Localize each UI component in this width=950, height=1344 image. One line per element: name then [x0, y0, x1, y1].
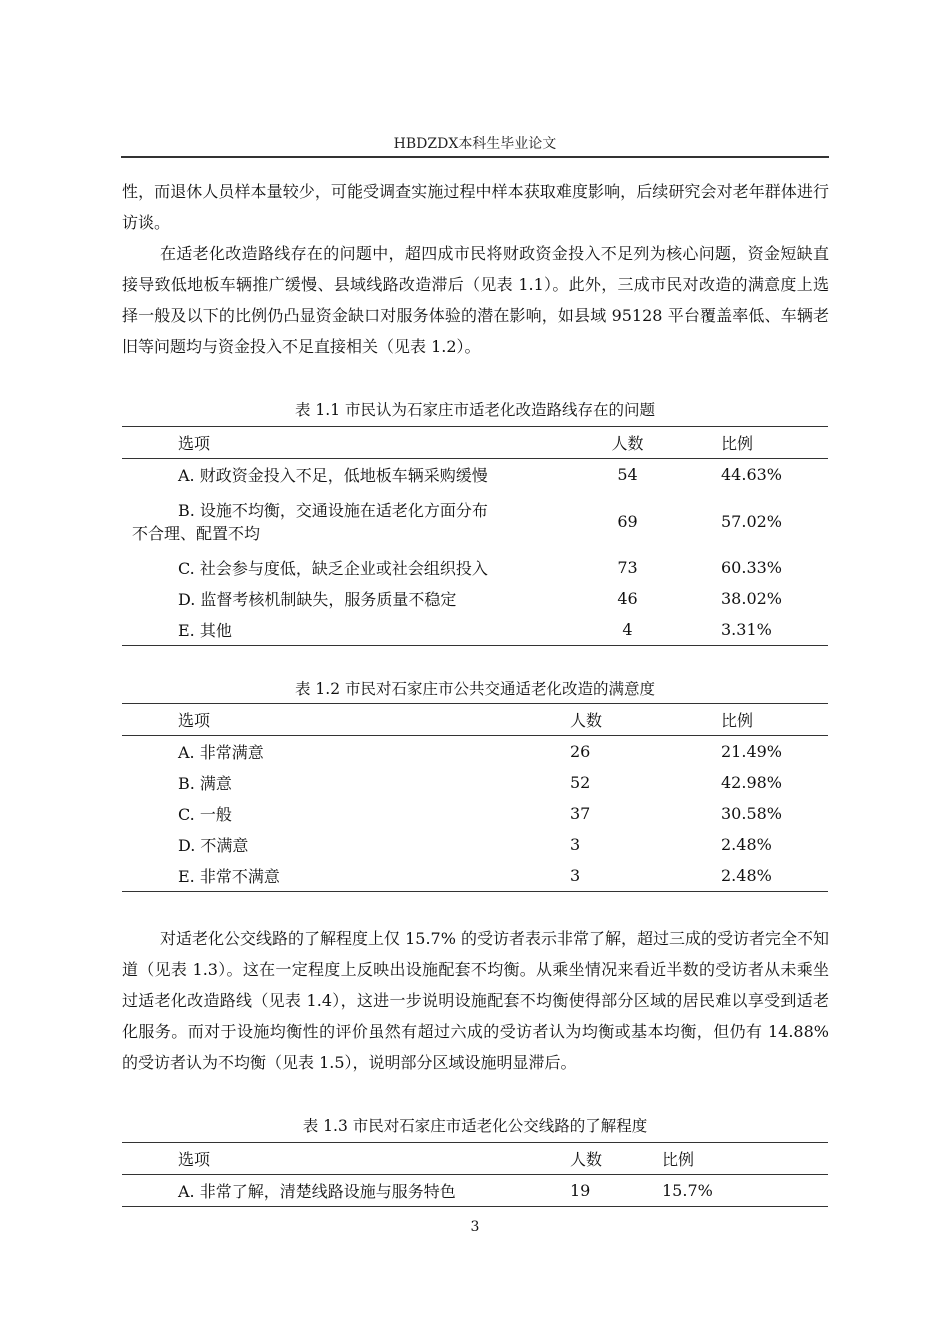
row-ratio: 21.49% [721, 742, 783, 761]
row-ratio: 30.58% [721, 804, 783, 823]
row-ratio: 60.33% [721, 558, 783, 577]
table-1-2 [122, 703, 828, 892]
table-row [122, 767, 828, 798]
table-row [122, 459, 828, 491]
table-1-3-header-row [122, 1143, 828, 1175]
header-count: 人数 [562, 704, 693, 736]
row-count: 46 [617, 589, 638, 608]
table-row [122, 583, 828, 614]
table-1-3 [122, 1142, 828, 1207]
row-ratio: 38.02% [721, 589, 783, 608]
row-count: 19 [562, 1175, 662, 1207]
header-rule [121, 156, 829, 158]
page-number: 3 [470, 1219, 480, 1235]
table-row [122, 1175, 828, 1207]
table-row [122, 860, 828, 892]
row-count: 54 [617, 465, 638, 484]
row-option: E. 非常不满意 [122, 860, 562, 892]
header-count: 人数 [562, 427, 693, 459]
row-option: A. 非常满意 [178, 743, 264, 762]
table-row [122, 552, 828, 583]
row-ratio: 57.02% [721, 511, 783, 531]
row-option: C. 一般 [178, 805, 232, 824]
row-option: C. 社会参与度低，缺乏企业或社会组织投入 [178, 559, 488, 578]
running-header: HBDZDX本科生毕业论文 [393, 136, 557, 152]
header-ratio: 比例 [693, 704, 828, 736]
table-row [122, 614, 828, 646]
row-count: 52 [570, 773, 591, 792]
row-count: 37 [570, 804, 591, 823]
header-count: 人数 [562, 1143, 662, 1175]
header-option: 选项 [122, 427, 562, 459]
table-1-2-header-row [122, 704, 828, 736]
table-1-1 [122, 426, 828, 646]
paragraph-2 [122, 238, 829, 362]
row-option: A. 财政资金投入不足，低地板车辆采购缓慢 [178, 466, 488, 485]
row-count: 3 [562, 860, 693, 892]
row-count: 69 [617, 511, 638, 531]
paragraph-1 [122, 176, 829, 238]
row-option: A. 非常了解，清楚线路设施与服务特色 [122, 1175, 562, 1207]
row-ratio: 3.31% [693, 614, 828, 646]
paragraph-3-text: 对适老化公交线路的了解程度上仅 15.7% 的受访者表示非常了解，超过三成的受访者完全不知道（见表 1.3）。这在一定程度上反映出设施配套不均衡。从乘坐情况来看近半数的受访者从未乘坐过适老化改造路线（见表 1.4），这进一步说明设施配套不均衡使得部分区域的居民难以享受到适老化服务。而对于设施均衡性的评价虽然有超过六成的受访者认为均衡或基本均衡，但仍有 14.88% 的受访者认为不均衡（见表 1.5），说明部分区域设施明显滞后。 [122, 929, 830, 1072]
paragraph-1-text: 性，而退休人员样本量较少，可能受调查实施过程中样本获取难度影响，后续研究会对老年群体进行访谈。 [122, 182, 829, 232]
table-1-3-caption: 表 1.3 市民对石家庄市适老化公交线路的了解程度 [302, 1117, 648, 1135]
table-row [122, 490, 828, 552]
row-ratio: 15.7% [662, 1175, 828, 1207]
row-ratio: 2.48% [693, 860, 828, 892]
row-option: D. 监督考核机制缺失，服务质量不稳定 [178, 590, 457, 609]
row-option [122, 490, 562, 552]
table-row [122, 829, 828, 860]
row-ratio: 2.48% [721, 835, 772, 854]
row-option: B. 满意 [178, 774, 232, 793]
row-option-line-1: B. 设施不均衡，交通设施在适老化方面分布 [178, 501, 488, 520]
header-ratio: 比例 [662, 1143, 828, 1175]
row-ratio: 44.63% [721, 465, 783, 484]
row-option-line-2: 不合理、配置不均 [132, 524, 261, 543]
table-1-2-caption: 表 1.2 市民对石家庄市公共交通适老化改造的满意度 [294, 680, 655, 698]
header-option: 选项 [122, 1143, 562, 1175]
row-count: 3 [570, 835, 581, 854]
row-count: 4 [562, 614, 693, 646]
table-1-1-caption: 表 1.1 市民认为石家庄市适老化改造路线存在的问题 [294, 401, 655, 419]
paragraph-2-text: 在适老化改造路线存在的问题中，超四成市民将财政资金投入不足列为核心问题，资金短缺直接导致低地板车辆推广缓慢、县域线路改造滞后（见表 1.1）。此外，三成市民对改造的满意度上选择一般及以下的比例仍凸显资金缺口对服务体验的潜在影响，如县域 95128 平台覆盖率低、车辆老旧等问题均与资金投入不足直接相关（见表 1.2）。 [122, 244, 829, 356]
table-1-1-header-row [122, 427, 828, 459]
row-count: 26 [570, 742, 591, 761]
header-option: 选项 [122, 704, 562, 736]
header-ratio: 比例 [693, 427, 828, 459]
row-option: D. 不满意 [178, 836, 249, 855]
paragraph-3 [122, 923, 829, 1078]
row-option: E. 其他 [122, 614, 562, 646]
table-row [122, 736, 828, 768]
row-ratio: 42.98% [721, 773, 783, 792]
table-row [122, 798, 828, 829]
row-count: 73 [617, 558, 638, 577]
